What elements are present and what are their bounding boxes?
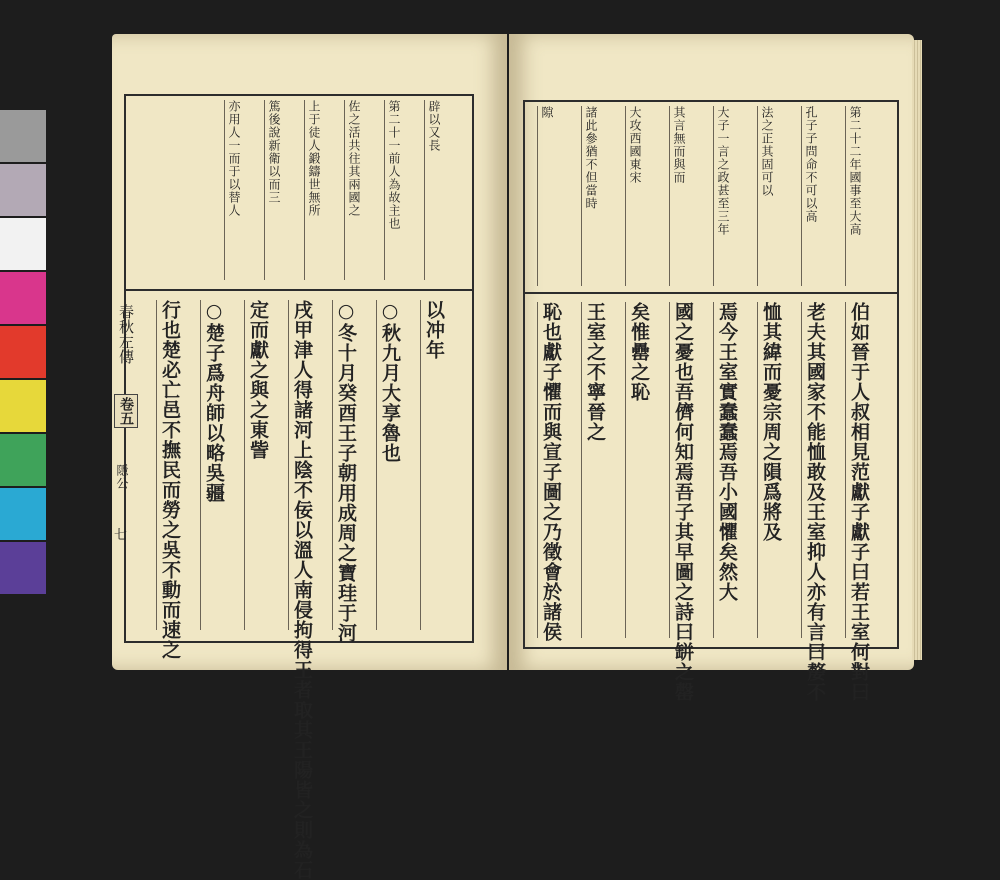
right-page-divider bbox=[523, 292, 899, 294]
column-rule bbox=[244, 300, 245, 630]
column-rule bbox=[424, 100, 425, 280]
column-rule bbox=[384, 100, 385, 280]
commentary-column: 辟以又長 bbox=[427, 100, 441, 152]
column-rule bbox=[420, 300, 421, 630]
commentary-column: 諸此參猶不但當時 bbox=[584, 106, 598, 210]
swatch-violet bbox=[0, 542, 46, 594]
text-column: ○冬十月癸酉王子朝用成周之寶珪于河 bbox=[335, 300, 357, 643]
text-column: 行也楚必亡邑不撫民而勞之吳不動而速之 bbox=[159, 300, 181, 660]
column-rule bbox=[304, 100, 305, 280]
column-rule bbox=[376, 300, 377, 630]
text-column: 國之憂也吾儕何知焉吾子其早圖之詩曰缾之罄 bbox=[672, 302, 694, 702]
commentary-column: 大子一言之政甚至三年 bbox=[716, 106, 730, 236]
commentary-column: 法之正其固可以 bbox=[760, 106, 774, 197]
text-column: 伯如晉于人叔相見范獻子獻子曰若王室何對曰 bbox=[848, 302, 870, 702]
column-rule bbox=[156, 300, 157, 630]
color-calibration-card bbox=[0, 110, 46, 600]
column-rule bbox=[264, 100, 265, 280]
text-column: ○秋九月大享魯也 bbox=[379, 300, 401, 463]
column-rule bbox=[669, 106, 670, 286]
column-rule bbox=[332, 300, 333, 630]
section-label: 隱公 bbox=[115, 464, 129, 490]
column-rule bbox=[801, 106, 802, 286]
spine-title: 春秋左傳 bbox=[117, 304, 135, 364]
right-page-border bbox=[523, 100, 899, 702]
column-rule bbox=[537, 106, 538, 286]
text-column: 定而獻之與之東訾 bbox=[247, 300, 269, 460]
commentary-column: 大攻西國東宋 bbox=[628, 106, 642, 184]
commentary-column: 第二十一前人為故主也 bbox=[387, 100, 401, 230]
column-rule bbox=[845, 106, 846, 286]
chapter-label: 卷五 bbox=[114, 394, 138, 428]
column-rule bbox=[713, 302, 714, 638]
swatch-white bbox=[0, 218, 46, 270]
column-rule bbox=[344, 100, 345, 280]
column-rule bbox=[801, 302, 802, 638]
text-column: 戌甲津人得諸河上陰不佞以溫人南侵拘得王者取其王陽皆之則為石 bbox=[291, 300, 313, 880]
swatch-green bbox=[0, 434, 46, 486]
text-column: 矣惟罍之恥 bbox=[628, 302, 650, 402]
column-rule bbox=[669, 302, 670, 638]
text-column: 老夫其國家不能恤敢及王室抑人亦有言曰嫠不 bbox=[804, 302, 826, 702]
left-page bbox=[112, 34, 507, 880]
column-rule bbox=[757, 106, 758, 286]
swatch-cyan bbox=[0, 488, 46, 540]
swatch-gray bbox=[0, 110, 46, 162]
column-rule bbox=[625, 302, 626, 638]
right-page bbox=[509, 34, 914, 702]
commentary-column: 上于徒人鍛鑄世無所 bbox=[307, 100, 321, 217]
swatch-yellow bbox=[0, 380, 46, 432]
swatch-red bbox=[0, 326, 46, 378]
text-column: 恤其緯而憂宗周之隕爲將及 bbox=[760, 302, 782, 542]
left-page-divider bbox=[124, 289, 474, 291]
column-rule bbox=[581, 302, 582, 638]
column-rule bbox=[224, 100, 225, 280]
commentary-column: 其言無而與而 bbox=[672, 106, 686, 184]
column-rule bbox=[713, 106, 714, 286]
swatch-magenta bbox=[0, 272, 46, 324]
commentary-column: 亦用人一而于以替人 bbox=[227, 100, 241, 217]
column-rule bbox=[581, 106, 582, 286]
commentary-column: 隙 bbox=[540, 106, 554, 119]
text-column: 以冲年 bbox=[423, 300, 445, 360]
column-rule bbox=[288, 300, 289, 630]
commentary-column: 佐之活共往其兩國之 bbox=[347, 100, 361, 217]
text-column: 恥也獻子懼而與宣子圖之乃徵會於諸侯 bbox=[540, 302, 562, 642]
page-edges bbox=[912, 40, 922, 660]
text-column: ○楚子爲舟師以略吳疆 bbox=[203, 300, 225, 503]
column-rule bbox=[537, 302, 538, 638]
column-rule bbox=[625, 106, 626, 286]
folio-number: 七 bbox=[114, 528, 128, 543]
text-column: 焉今王室實蠢蠢焉吾小國懼矣然大 bbox=[716, 302, 738, 602]
open-book bbox=[112, 34, 914, 880]
swatch-lavender-gray bbox=[0, 164, 46, 216]
commentary-column: 篤後說新衛以而三 bbox=[267, 100, 281, 204]
column-rule bbox=[845, 302, 846, 638]
text-column: 王室之不寧晉之 bbox=[584, 302, 606, 442]
column-rule bbox=[200, 300, 201, 630]
column-rule bbox=[757, 302, 758, 638]
commentary-column: 孔子子問命不可以高 bbox=[804, 106, 818, 223]
commentary-column: 第二十二年國事至大高 bbox=[848, 106, 862, 236]
